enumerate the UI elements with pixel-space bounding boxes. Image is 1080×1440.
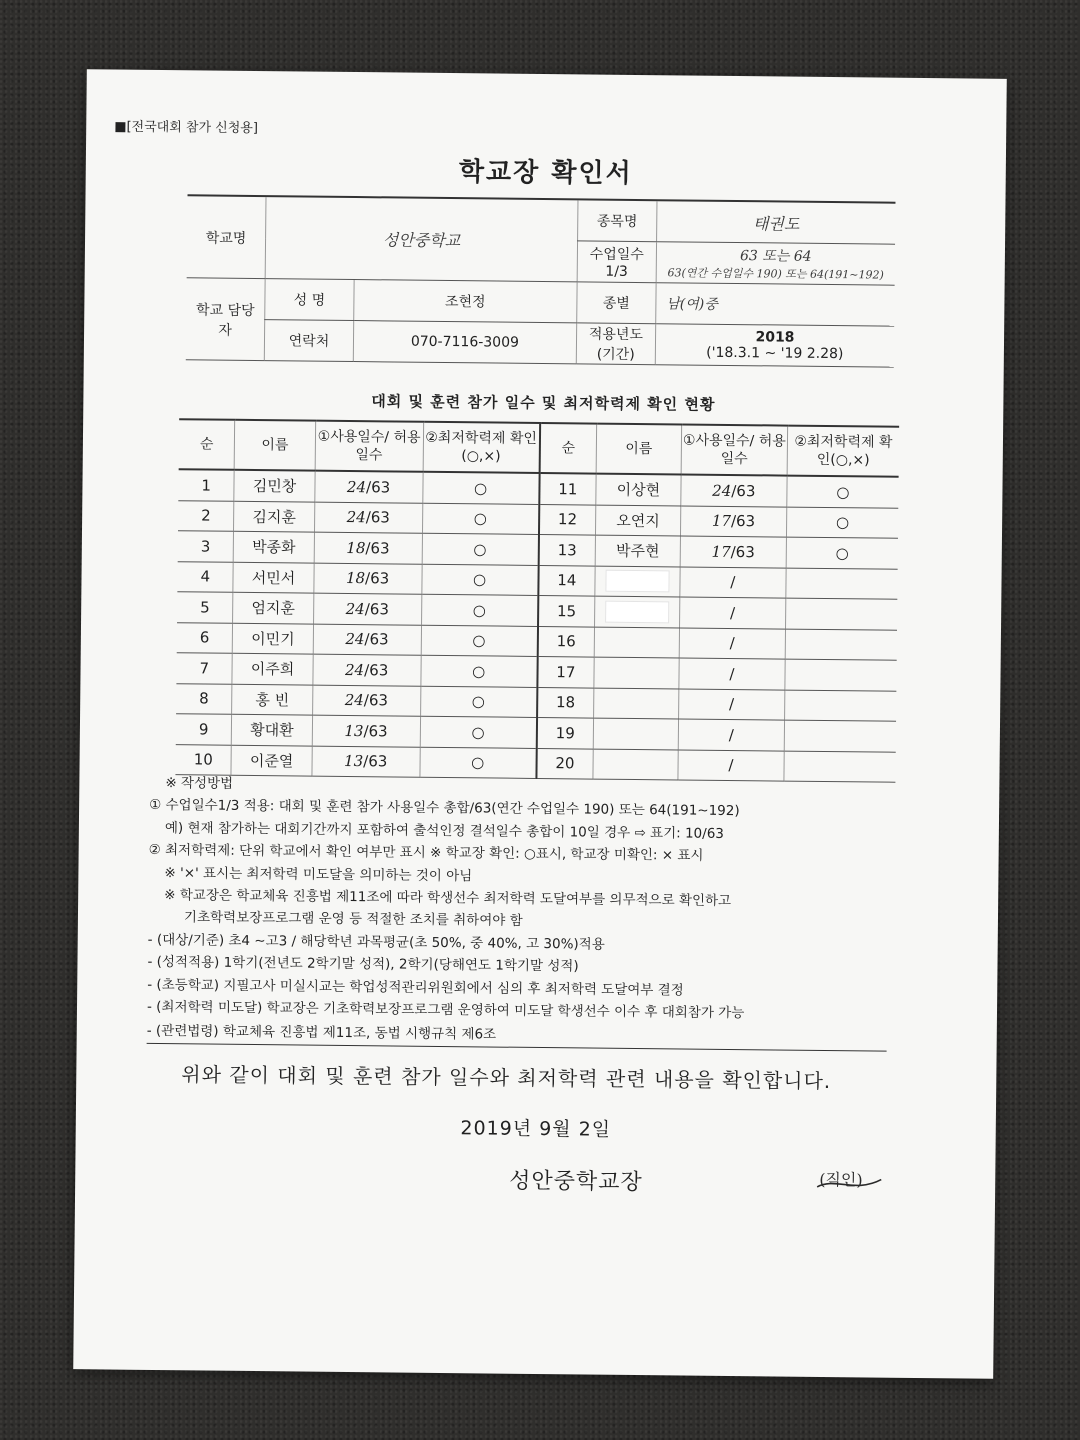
note-line: - (초등학교) 지필고사 미실시교는 학업성적관리위원회에서 심의 후 최저학력 도달여부 결정 [147,976,684,999]
row-days [312,654,420,686]
note-line: - (관련법령) 학교체육 진흥법 제11조, 동법 시행규칙 제6조 [147,1020,887,1051]
period-value: ('18.3.1 ~ '19 2.28) [706,344,844,363]
col-check-left: ②최저학력제 확인(○,×) [423,422,540,473]
allowed-days: /63 [365,569,390,588]
note-line: - (대상/기준) 초4 ~고3 / 해당학년 과목평균(초 50%, 중 40%, 고 30%)적용 [147,931,605,953]
row-no: 3 [178,531,234,562]
row-name: 홍 빈 [232,684,312,715]
year-value: 2018 [755,329,795,346]
row-no: 18 [537,687,594,718]
note-line: - (최저학력 미도달) 학교장은 기초학력보장프로그램 운영하여 미도달 학생선수 이수 후 대회참가 가능 [146,998,745,1022]
row-check: ○ [786,537,898,569]
row-name: 이주희 [232,653,312,684]
row-no: 2 [178,500,234,531]
row-name: 오연지 [596,505,681,536]
row-no: 19 [536,717,593,748]
allowed-days: /63 [363,721,388,741]
info-table [186,194,896,367]
row-name [593,718,678,749]
note-line: 기초학력보장프로그램 운영 등 적절한 조치를 취하여야 함 [183,909,523,930]
row-check: ○ [421,625,538,657]
row-check [785,690,897,722]
header-tag: ■[전국대회 참가 신청용] [114,119,259,137]
row-check [784,720,896,752]
used-days: 24 [344,691,364,710]
row-no: 4 [177,561,233,592]
allowed-days: /63 [731,481,756,500]
row-name: 황대환 [232,714,312,745]
issue-date: 2019년 9월 2일 [460,1117,612,1141]
col-no-right: 순 [539,423,597,474]
note-line: ※ 학교장은 학교체육 진흥법 제11조에 따라 학생선수 최저학력 도달여부를 의무적으로 확인하고 [164,887,732,910]
row-days [312,746,420,778]
allowed-days: / [729,603,736,622]
row-name: 엄지훈 [233,592,313,623]
row-check: ○ [422,472,539,504]
allowed-days: /63 [365,508,390,527]
row-name: 서민서 [233,562,313,593]
allowed-days: /63 [364,660,389,680]
row-name [595,596,680,627]
row-check: ○ [422,533,539,565]
row-days [678,749,784,781]
row-name [594,688,679,719]
used-days: 24 [346,477,367,496]
row-days [681,474,787,506]
allowed-days: /63 [730,542,755,561]
used-days: 24 [345,630,365,649]
allowed-days: /63 [364,599,390,619]
row-days [313,593,421,625]
row-days [312,685,420,717]
note-line: ② 최저학력제: 단위 학교에서 확인 여부만 표시 ※ 학교장 확인: ○표시, 학교장 미확인: × 표시 [148,842,704,864]
row-days [679,597,785,629]
col-name-left: 이름 [235,420,316,471]
row-name: 박주현 [595,535,680,566]
row-check [785,659,897,691]
seal-stamp [815,1159,885,1200]
redacted-name [605,570,669,593]
row-name: 이상현 [596,474,681,506]
roster-body [175,469,898,782]
document-paper [73,69,1007,1379]
allowed-days: / [728,756,734,775]
row-no: 13 [538,534,595,565]
row-no: 6 [177,622,233,653]
days-note: 63(연간 수업일수 190) 또는 64(191~192) [667,266,884,282]
notes-heading: ※ 작성방법 [165,775,234,792]
col-no-left: 순 [179,419,236,470]
row-check: ○ [422,503,539,535]
used-days: 24 [346,508,366,527]
row-name: 김민창 [234,470,314,502]
sport-label: 종목명 [577,199,656,241]
row-name [594,657,679,688]
row-no: 8 [176,683,232,714]
used-days: 13 [344,752,364,771]
year-cell [655,324,894,367]
used-days: 18 [345,569,366,588]
allowed-days: / [729,634,735,653]
row-days [680,566,786,598]
note-line: 예) 현재 참가하는 대회기간까지 포함하여 출석인정 결석일수 총합이 10일 경우 ⇨ 표기: 10/63 [164,819,725,842]
row-name: 이준열 [231,745,311,776]
row-no: 5 [177,592,233,623]
row-check: ○ [786,507,898,539]
row-days [678,719,784,751]
page-title: 학교장 확인서 [458,157,633,189]
row-days [314,471,422,503]
used-days: 24 [712,481,732,500]
row-days [679,658,785,690]
days-cell [656,242,895,285]
row-check: ○ [420,716,537,748]
row-no: 11 [539,473,596,505]
row-no: 20 [536,748,593,779]
row-name [595,566,680,597]
contact-group-label: 학교 담당자 [186,278,265,361]
allowed-days: / [728,725,734,744]
phone-value: 070-7116-3009 [353,321,576,364]
used-days: 17 [711,512,732,531]
row-days [313,624,421,656]
row-name: 이민기 [233,623,313,654]
school-label: 학교명 [187,195,266,278]
allowed-days: /63 [365,538,390,558]
used-days: 13 [344,721,364,740]
row-check: ○ [421,655,538,687]
note-line: ① 수업일수1/3 적용: 대회 및 훈련 참가 사용일수 총합/63(연간 수업일수 190) 또는 64(191~192) [149,797,740,820]
row-days [678,688,784,720]
row-no: 16 [537,626,594,657]
row-check: ○ [420,747,537,779]
signer: 성안중학교장 [509,1168,643,1196]
row-check [785,629,897,661]
row-check: ○ [787,476,899,508]
row-days [680,505,786,537]
row-no: 15 [538,595,595,626]
sport-value: 태권도 [656,200,895,244]
section-title: 대회 및 훈련 참가 일수 및 최저학력제 확인 현황 [371,392,716,414]
row-name: 박종화 [234,531,314,562]
row-days [313,563,421,595]
row-days [679,627,785,659]
school-value: 성안중학교 [265,196,578,282]
used-days: 18 [346,538,366,557]
phone-label: 연락처 [264,320,353,362]
allowed-days: /63 [363,752,388,771]
row-days [314,532,422,564]
row-days [314,502,422,534]
allowed-days: /63 [365,477,391,497]
used-days: 24 [345,599,365,618]
seal-text: (직인) [819,1169,863,1190]
name-label: 성 명 [265,279,354,321]
gender-label: 종별 [577,282,656,324]
row-no: 12 [539,504,596,535]
instructions [147,772,890,1052]
row-name: 김지훈 [234,501,314,532]
days-value: 63 또는 64 [739,248,812,265]
row-check [786,568,898,600]
row-name [593,749,678,780]
row-no: 14 [538,565,595,596]
roster-table [175,418,899,783]
name-value: 조현정 [354,280,577,323]
row-days [312,715,420,747]
row-name [594,627,679,658]
row-no: 7 [176,653,232,684]
used-days: 24 [344,660,365,679]
row-days [680,536,786,568]
allowed-days: /63 [730,512,756,531]
col-name-right: 이름 [596,424,681,475]
col-check-right: ②최저학력제 확인(○,×) [787,426,899,477]
col-days-left: ①사용일수/ 허용일수 [315,421,424,472]
note-line: - (성적적용) 1학기(전년도 2학기말 성적), 2학기(당해연도 1학기말 성적) [147,954,579,975]
row-check [785,598,897,630]
days-label: 수업일수 1/3 [577,241,656,283]
row-check [784,751,896,783]
row-no: 9 [176,714,232,745]
row-check: ○ [421,594,538,626]
allowed-days: / [728,695,735,714]
redacted-name [605,600,669,623]
allowed-days: /63 [364,630,389,649]
confirm-statement: 위와 같이 대회 및 훈련 참가 일수와 최저학력 관련 내용을 확인합니다. [181,1062,832,1094]
row-no: 1 [178,469,234,501]
gender-value: 남(여)중 [656,283,895,326]
row-check: ○ [420,686,537,718]
row-no: 10 [175,744,231,775]
allowed-days: / [729,664,735,683]
row-check: ○ [422,564,539,596]
allowed-days: / [730,573,736,592]
used-days: 17 [711,542,731,561]
allowed-days: /63 [363,691,389,710]
col-days-right: ①사용일수/ 허용일수 [681,424,788,475]
note-line: ※ '×' 표시는 최저학력 미도달을 의미하는 것이 아님 [164,864,473,884]
year-label: 적용년도 (기간) [576,323,655,365]
row-no: 17 [537,656,594,687]
